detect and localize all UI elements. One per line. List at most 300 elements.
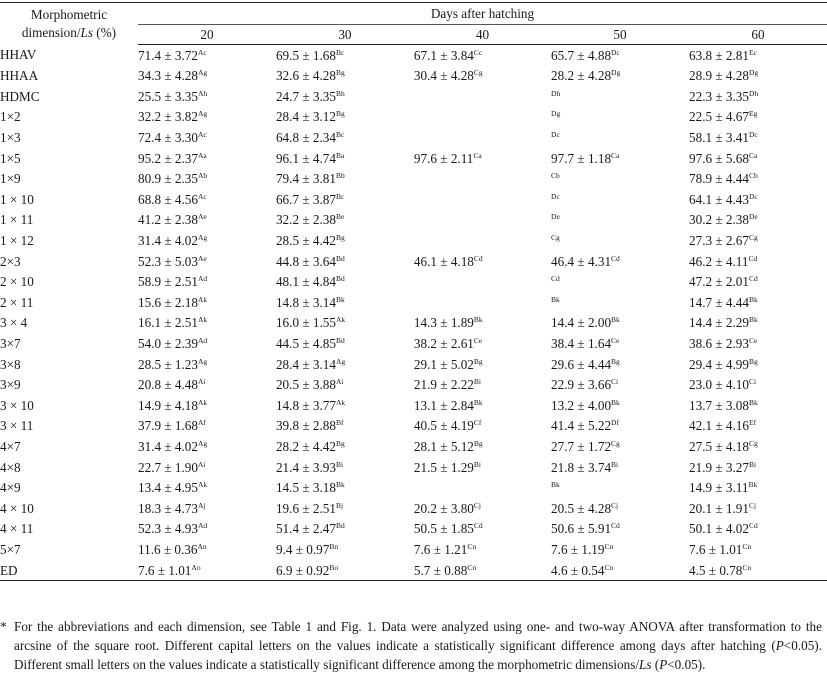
mean-sd-value: 47.2 ± 2.01 <box>689 274 749 290</box>
value-cell <box>551 313 689 334</box>
value-cell <box>689 107 827 128</box>
table-row <box>0 148 827 169</box>
value-cell <box>689 189 827 210</box>
value-cell <box>138 313 276 334</box>
value-cell <box>551 189 689 210</box>
significance-letters: Bh <box>335 88 345 98</box>
table-row <box>0 519 827 540</box>
footnote-text-1: For the abbreviations and each dimension, see Table 1 and Fig. 1. Data were analyzed using one- and two-way ANOVA after transformation to the arcsine of the square root. Different capital letters on the values indicate a statistically significant difference among days after hatching ( <box>14 619 822 653</box>
significance-letters: Bg <box>611 356 620 366</box>
mean-sd-value: 66.7 ± 3.87 <box>275 191 336 207</box>
row-label: 2 × 11 <box>0 294 34 310</box>
mean-sd-value: 14.9 ± 4.18 <box>138 397 198 413</box>
mean-sd-value: 14.9 ± 3.11 <box>689 480 749 496</box>
mean-sd-value: 64.8 ± 2.34 <box>275 130 336 146</box>
value-cell <box>551 127 689 148</box>
significance-letters: Bk <box>749 315 758 325</box>
significance-letters: Cb <box>749 171 758 181</box>
value-cell <box>551 560 689 581</box>
value-cell <box>551 86 689 107</box>
value-cell <box>551 457 689 478</box>
value-cell <box>551 251 689 272</box>
significance-letters: Dh <box>551 88 561 98</box>
table-row <box>0 272 827 293</box>
value-cell <box>138 86 276 107</box>
value-cell <box>551 292 689 313</box>
mean-sd-value: 11.6 ± 0.36 <box>138 541 198 557</box>
mean-sd-value: 29.6 ± 4.44 <box>551 356 612 372</box>
value-cell <box>276 251 414 272</box>
table-row <box>0 375 827 396</box>
row-label: 4 × 10 <box>0 500 34 516</box>
day-header-50: 50 <box>551 25 689 45</box>
significance-letters: Bg <box>335 438 345 448</box>
mean-sd-value: 71.4 ± 3.72 <box>138 47 198 63</box>
mean-sd-value: 50.6 ± 5.91 <box>551 521 612 537</box>
value-cell <box>689 498 827 519</box>
table-row <box>0 313 827 334</box>
footnote-p-italic-1: P <box>775 638 784 653</box>
value-cell <box>551 519 689 540</box>
row-label: 3 × 4 <box>0 315 28 331</box>
significance-letters: Ac <box>198 191 207 201</box>
value-cell <box>276 333 414 354</box>
significance-letters: Bg <box>473 356 483 366</box>
significance-letters: Ba <box>335 150 345 160</box>
value-cell <box>551 416 689 437</box>
value-cell <box>138 436 276 457</box>
significance-letters: Ci <box>611 377 619 387</box>
value-cell <box>138 539 276 560</box>
value-cell <box>276 539 414 560</box>
significance-letters: Bi <box>611 459 619 469</box>
significance-letters: Cd <box>551 274 560 284</box>
mean-sd-value: 28.5 ± 1.23 <box>138 356 198 372</box>
significance-letters: Dh <box>749 88 759 98</box>
significance-letters: Af <box>198 418 206 428</box>
value-cell <box>276 292 414 313</box>
significance-letters: Ag <box>335 356 346 366</box>
mean-sd-value: 69.5 ± 1.68 <box>275 47 336 63</box>
mean-sd-value: 20.1 ± 1.91 <box>689 500 749 516</box>
table-row <box>0 498 827 519</box>
mean-sd-value: 48.1 ± 4.84 <box>275 274 336 290</box>
mean-sd-value: 4.6 ± 0.54 <box>551 562 605 578</box>
row-label: 1 × 11 <box>0 212 34 228</box>
significance-letters: Bk <box>611 315 620 325</box>
value-cell <box>414 251 551 272</box>
value-cell <box>138 395 276 416</box>
value-cell <box>551 169 689 190</box>
significance-letters: Bi <box>473 377 481 387</box>
value-cell <box>551 477 689 498</box>
significance-letters: Bi <box>749 459 757 469</box>
row-label: HHAV <box>0 47 37 63</box>
value-cell <box>689 519 827 540</box>
mean-sd-value: 27.7 ± 1.72 <box>551 438 612 454</box>
value-cell <box>138 498 276 519</box>
significance-letters: Dc <box>611 47 620 57</box>
value-cell <box>276 436 414 457</box>
value-cell <box>276 189 414 210</box>
mean-sd-value: 52.3 ± 4.93 <box>138 521 198 537</box>
significance-letters: Cg <box>551 233 560 243</box>
mean-sd-value: 51.4 ± 2.47 <box>275 521 336 537</box>
significance-letters: Ca <box>749 150 758 160</box>
significance-letters: Cf <box>473 418 482 428</box>
significance-letters: An <box>197 541 207 551</box>
significance-letters: Df <box>611 418 619 428</box>
table-row <box>0 477 827 498</box>
significance-letters: Bn <box>329 541 339 551</box>
value-cell <box>138 148 276 169</box>
row-label: 3 × 11 <box>0 418 34 434</box>
value-cell <box>414 519 551 540</box>
significance-letters: Dc <box>749 130 758 140</box>
footnote-text-open: ( <box>651 657 660 672</box>
significance-letters: Bg <box>335 109 345 119</box>
significance-letters: Bk <box>748 480 758 490</box>
mean-sd-value: 13.4 ± 4.95 <box>138 480 198 496</box>
row-label: 4×7 <box>0 438 21 454</box>
mean-sd-value: 96.1 ± 4.74 <box>275 150 336 166</box>
mean-sd-value: 32.2 ± 3.82 <box>138 109 198 125</box>
value-cell <box>689 66 827 87</box>
value-cell <box>138 416 276 437</box>
value-cell <box>276 375 414 396</box>
row-label: HDMC <box>0 88 40 104</box>
value-cell <box>414 457 551 478</box>
mean-sd-value: 46.2 ± 4.11 <box>689 253 749 269</box>
table-row <box>0 395 827 416</box>
significance-letters: Dc <box>551 130 560 140</box>
significance-letters: Ca <box>611 150 620 160</box>
significance-letters: Bc <box>335 47 345 57</box>
value-cell <box>689 169 827 190</box>
significance-letters: Bi <box>473 459 481 469</box>
value-cell <box>276 477 414 498</box>
table-footnote <box>0 617 822 674</box>
mean-sd-value: 41.4 ± 5.22 <box>551 418 612 434</box>
value-cell <box>414 86 551 107</box>
mean-sd-value: 28.4 ± 3.14 <box>275 356 336 372</box>
value-cell <box>276 230 414 251</box>
significance-letters: Ao <box>191 562 201 572</box>
mean-sd-value: 32.6 ± 4.28 <box>275 68 336 84</box>
significance-letters: Eg <box>749 109 758 119</box>
significance-letters: Ad <box>198 274 208 284</box>
significance-letters: Cc <box>473 47 483 57</box>
mean-sd-value: 20.5 ± 4.28 <box>551 500 612 516</box>
significance-letters: Bc <box>335 191 345 201</box>
value-cell <box>138 66 276 87</box>
value-cell <box>138 375 276 396</box>
value-cell <box>414 107 551 128</box>
value-cell <box>414 230 551 251</box>
significance-letters: Cn <box>742 541 752 551</box>
significance-letters: Bj <box>335 500 344 510</box>
significance-letters: Bo <box>329 562 339 572</box>
table-row <box>0 457 827 478</box>
table-row <box>0 66 827 87</box>
row-label: 1×5 <box>0 150 21 166</box>
row-label: HHAA <box>0 68 39 84</box>
significance-letters: Ak <box>198 397 208 407</box>
value-cell <box>414 272 551 293</box>
significance-letters: Ag <box>198 109 208 119</box>
mean-sd-value: 7.6 ± 1.21 <box>413 541 468 557</box>
mean-sd-value: 27.5 ± 4.18 <box>689 438 749 454</box>
mean-sd-value: 67.1 ± 3.84 <box>413 47 474 63</box>
mean-sd-value: 80.9 ± 2.35 <box>138 171 198 187</box>
significance-letters: Bg <box>335 233 345 243</box>
value-cell <box>138 272 276 293</box>
mean-sd-value: 14.4 ± 2.29 <box>689 315 749 331</box>
value-cell <box>551 210 689 231</box>
mean-sd-value: 14.7 ± 4.44 <box>689 294 749 310</box>
significance-letters: Cj <box>611 500 619 510</box>
value-cell <box>689 127 827 148</box>
value-cell <box>414 498 551 519</box>
table-row <box>0 539 827 560</box>
significance-letters: Ad <box>198 521 208 531</box>
mean-sd-value: 27.3 ± 2.67 <box>689 233 749 249</box>
mean-sd-value: 25.5 ± 3.35 <box>138 88 198 104</box>
value-cell <box>414 148 551 169</box>
mean-sd-value: 65.7 ± 4.88 <box>551 47 612 63</box>
day-header-20: 20 <box>138 25 276 45</box>
mean-sd-value: 4.5 ± 0.78 <box>689 562 743 578</box>
mean-sd-value: 37.9 ± 1.68 <box>138 418 198 434</box>
significance-letters: Cg <box>749 233 758 243</box>
mean-sd-value: 14.4 ± 2.00 <box>551 315 612 331</box>
significance-letters: Aj <box>198 500 206 510</box>
significance-letters: Ak <box>335 315 346 325</box>
value-cell <box>689 354 827 375</box>
table-row <box>0 560 827 581</box>
row-label: 4 × 11 <box>0 521 34 537</box>
significance-letters: Cd <box>749 274 758 284</box>
table-row <box>0 333 827 354</box>
significance-letters: Ae <box>198 212 207 222</box>
mean-sd-value: 54.0 ± 2.39 <box>138 336 198 351</box>
significance-letters: Cj <box>749 500 757 510</box>
significance-letters: Ci <box>749 377 757 387</box>
mean-sd-value: 7.6 ± 1.19 <box>551 541 605 557</box>
mean-sd-value: 30.2 ± 2.38 <box>689 212 749 228</box>
significance-letters: Ac <box>198 47 207 57</box>
significance-letters: Ae <box>198 253 207 263</box>
value-cell <box>138 292 276 313</box>
significance-letters: Cj <box>473 500 481 510</box>
significance-letters: Ac <box>198 130 207 140</box>
footnote-ls-italic: Ls <box>639 657 652 672</box>
footnote-mark: * <box>0 619 7 634</box>
value-cell <box>276 395 414 416</box>
table-row <box>0 45 827 66</box>
value-cell <box>551 436 689 457</box>
value-cell <box>138 210 276 231</box>
row-label: ED <box>0 560 138 581</box>
mean-sd-value: 50.5 ± 1.85 <box>413 521 474 537</box>
mean-sd-value: 14.8 ± 3.14 <box>275 294 336 310</box>
value-cell <box>414 354 551 375</box>
mean-sd-value: 30.4 ± 4.28 <box>413 68 474 84</box>
row-label: 1×2 <box>0 109 21 125</box>
mean-sd-value: 32.2 ± 2.38 <box>275 212 336 228</box>
significance-letters: Dc <box>749 191 758 201</box>
mean-sd-value: 14.5 ± 3.18 <box>275 480 336 496</box>
mean-sd-value: 21.9 ± 2.22 <box>413 377 474 393</box>
significance-letters: Dc <box>551 191 560 201</box>
value-cell <box>414 333 551 354</box>
mean-sd-value: 20.2 ± 3.80 <box>413 500 474 516</box>
significance-letters: Cd <box>749 521 758 531</box>
mean-sd-value: 13.2 ± 4.00 <box>551 397 612 413</box>
significance-letters: Ag <box>198 438 208 448</box>
mean-sd-value: 28.9 ± 4.28 <box>689 68 749 84</box>
significance-letters: Bd <box>335 274 345 284</box>
value-cell <box>689 210 827 231</box>
row-label: 3 × 10 <box>0 397 34 413</box>
mean-sd-value: 20.5 ± 3.88 <box>275 377 336 393</box>
significance-letters: Cg <box>611 438 620 448</box>
value-cell <box>689 292 827 313</box>
value-cell <box>689 148 827 169</box>
value-cell <box>414 539 551 560</box>
significance-letters: Cb <box>551 171 560 181</box>
row-label: 1×9 <box>0 171 21 187</box>
value-cell <box>551 107 689 128</box>
value-cell <box>689 86 827 107</box>
significance-letters: Cn <box>467 541 477 551</box>
mean-sd-value: 38.6 ± 2.93 <box>689 336 749 351</box>
value-cell <box>276 66 414 87</box>
value-cell <box>276 169 414 190</box>
value-cell <box>689 230 827 251</box>
mean-sd-value: 95.2 ± 2.37 <box>138 150 198 166</box>
value-cell <box>551 395 689 416</box>
significance-letters: Dg <box>551 109 561 119</box>
significance-letters: Cd <box>611 521 620 531</box>
value-cell <box>276 272 414 293</box>
row-header-cell <box>0 3 138 45</box>
mean-sd-value: 28.2 ± 4.28 <box>551 68 612 84</box>
mean-sd-value: 28.2 ± 4.42 <box>275 438 336 454</box>
value-cell <box>689 313 827 334</box>
value-cell <box>138 560 276 581</box>
significance-letters: Bd <box>335 521 345 531</box>
value-cell <box>276 86 414 107</box>
value-cell <box>276 107 414 128</box>
mean-sd-value: 44.8 ± 3.64 <box>275 253 336 269</box>
day-header-60: 60 <box>689 25 827 45</box>
value-cell <box>551 498 689 519</box>
value-cell <box>414 169 551 190</box>
significance-letters: Cn <box>604 562 614 572</box>
value-cell <box>276 210 414 231</box>
value-cell <box>276 457 414 478</box>
mean-sd-value: 34.3 ± 4.28 <box>138 68 198 84</box>
row-label: 3×7 <box>0 336 21 351</box>
mean-sd-value: 29.4 ± 4.99 <box>689 356 749 372</box>
value-cell <box>276 127 414 148</box>
value-cell <box>276 416 414 437</box>
footnote-text-2: <0.05). Different small letters on the values indicate a statistically significant difference among the morphometric dimensions/ <box>14 638 822 672</box>
significance-letters: Ef <box>749 418 757 428</box>
value-cell <box>414 560 551 581</box>
significance-letters: Bk <box>473 315 483 325</box>
significance-letters: Bk <box>749 397 758 407</box>
significance-letters: Ag <box>198 68 208 78</box>
table-row <box>0 292 827 313</box>
mean-sd-value: 21.5 ± 1.29 <box>413 459 474 475</box>
significance-letters: Ad <box>198 336 208 345</box>
significance-letters: Cn <box>742 562 752 572</box>
mean-sd-value: 31.4 ± 4.02 <box>138 438 198 454</box>
value-cell <box>414 66 551 87</box>
mean-sd-value: 23.0 ± 4.10 <box>689 377 749 393</box>
row-label: 5×7 <box>0 541 21 557</box>
significance-letters: Bi <box>335 459 344 469</box>
row-label: 1 × 10 <box>0 191 34 207</box>
mean-sd-value: 13.7 ± 3.08 <box>689 397 749 413</box>
value-cell <box>689 395 827 416</box>
significance-letters: Bk <box>335 480 345 490</box>
header-row-group <box>0 3 827 25</box>
mean-sd-value: 20.8 ± 4.48 <box>138 377 198 393</box>
table-row <box>0 210 827 231</box>
value-cell <box>414 477 551 498</box>
mean-sd-value: 16.1 ± 2.51 <box>138 315 198 331</box>
value-cell <box>414 210 551 231</box>
table-row <box>0 86 827 107</box>
value-cell <box>138 127 276 148</box>
mean-sd-value: 46.1 ± 4.18 <box>413 253 474 269</box>
significance-letters: Bk <box>611 397 620 407</box>
mean-sd-value: 68.8 ± 4.56 <box>138 191 198 207</box>
value-cell <box>414 127 551 148</box>
value-cell <box>689 539 827 560</box>
mean-sd-value: 14.3 ± 1.89 <box>413 315 474 331</box>
row-header-line2: dimension/Ls (%) <box>21 24 117 40</box>
mean-sd-value: 14.8 ± 3.77 <box>275 397 336 413</box>
value-cell <box>551 375 689 396</box>
mean-sd-value: 28.5 ± 4.42 <box>275 233 336 249</box>
table-row <box>0 107 827 128</box>
significance-letters: Bg <box>749 356 758 366</box>
significance-letters: De <box>749 212 758 222</box>
value-cell <box>414 45 551 66</box>
mean-sd-value: 29.1 ± 5.02 <box>413 356 474 372</box>
significance-letters: Ah <box>198 88 208 98</box>
mean-sd-value: 21.9 ± 3.27 <box>689 459 749 475</box>
value-cell <box>689 416 827 437</box>
row-label: 1 × 12 <box>0 233 34 249</box>
value-cell <box>276 313 414 334</box>
significance-letters: Cn <box>467 562 477 572</box>
row-label: 4×8 <box>0 459 21 475</box>
value-cell <box>138 354 276 375</box>
significance-letters: Cd <box>748 253 758 263</box>
significance-letters: Be <box>335 212 345 222</box>
value-cell <box>138 457 276 478</box>
value-cell <box>689 333 827 354</box>
row-label: 4×9 <box>0 480 21 496</box>
row-label: 2 × 10 <box>0 274 34 290</box>
mean-sd-value: 38.2 ± 2.61 <box>413 336 474 351</box>
mean-sd-value: 28.1 ± 5.12 <box>413 438 474 454</box>
